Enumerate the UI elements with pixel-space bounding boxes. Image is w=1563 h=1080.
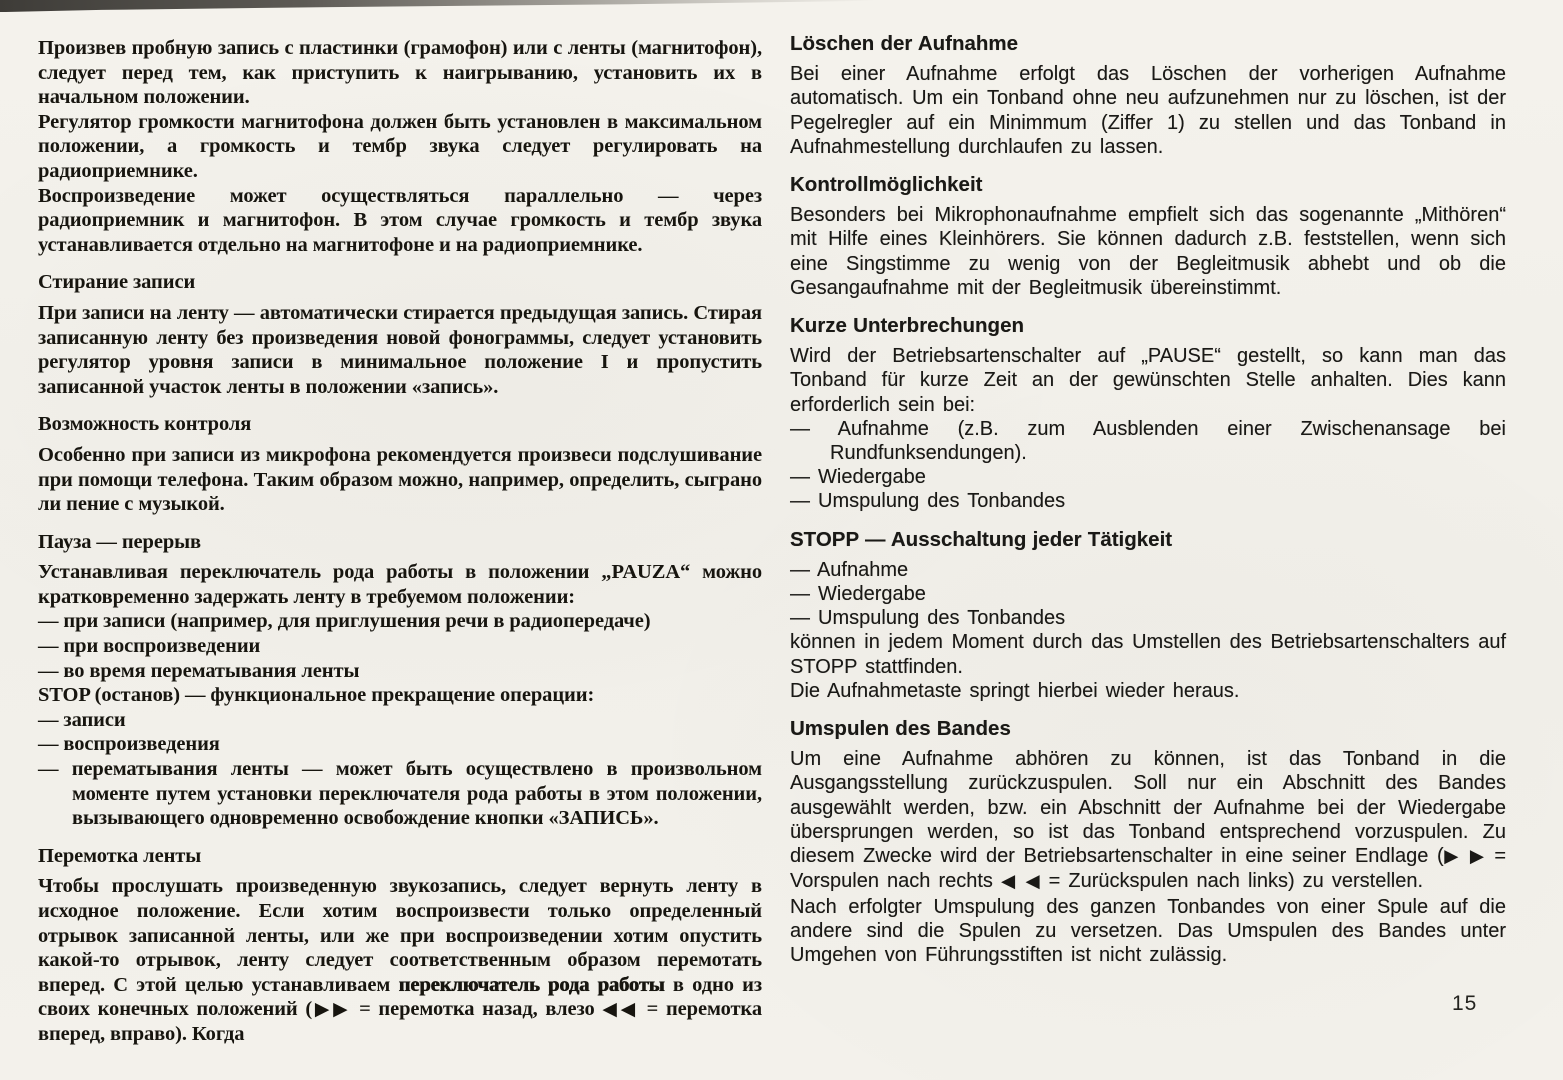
- emphasized-text: переключатель рода работы: [398, 973, 665, 996]
- text-run: Die Aufnahmetaste springt hierbei wieder heraus.: [790, 679, 1240, 702]
- column-russian: [38, 36, 762, 1047]
- text-run: — Umspulung des Tonbandes: [790, 607, 1066, 630]
- text-run: = Zurückspulen nach links) zu verstellen.: [1040, 870, 1424, 893]
- list-item: [38, 609, 762, 634]
- text-run: = перемотка вперед, вправо). Когда: [38, 998, 762, 1045]
- section-heading: [38, 844, 762, 869]
- section-heading: [790, 32, 1506, 56]
- text-run: Besonders bei Mikrophonaufnahme empfielt sich das sogenannte „Mithören“ mit Hilfe eines Kleinhörers. Sie können dadurch z.B. feststellen, wenn sich eine Singstimme zu wenig von der Begleitmusik abhebt und ob die Gesangaufnahme mit der Begleitmusik übereinstimmt.: [790, 204, 1506, 299]
- text-run: Wird der Betriebsartenschalter auf „PAUSE“ gestellt, so kann man das Tonband für kurze Zeit an der gewünschten Stelle anhalten. Dies kann erforderlich sein bei:: [790, 345, 1506, 416]
- paragraph: [38, 874, 762, 1046]
- paragraph: [38, 560, 762, 609]
- list-item: [790, 582, 1506, 606]
- list-item: [38, 732, 762, 757]
- paragraph: [790, 895, 1506, 968]
- list-item: [790, 558, 1506, 582]
- text-run: — воспроизведения: [38, 733, 220, 756]
- text-run: Чтобы прослушать произведенную звукозапись, следует вернуть ленту в исходное положение. Если хотим воспроизвести только определенный отрывок записанной ленты, или же при воспроизведении хотим опустить какой-то отрывок, ленту следует соответственным образом перемотать вперед. С этой целью устанавливаем: [38, 875, 762, 996]
- text-run: — при записи (например, для приглушения речи в радиопередаче): [38, 610, 651, 633]
- list-item: [790, 465, 1506, 489]
- text-run: Перемотка ленты: [38, 844, 202, 867]
- paragraph: [38, 443, 762, 517]
- section-heading: [790, 173, 1506, 197]
- section-heading: [790, 314, 1506, 338]
- text-run: — Wiedergabe: [790, 583, 926, 606]
- list-item: [38, 634, 762, 659]
- text-run: Kontrollmöglichkeit: [790, 173, 983, 197]
- list-item: [790, 489, 1506, 513]
- text-run: Произвев пробную запись с пластинки (грамофон) или с ленты (магнитофон), следует перед тем, как приступить к наигрыванию, установить их в начальном положении.: [38, 37, 762, 109]
- text-run: Особенно при записи из микрофона рекомендуется произвеси подслушивание при помощи телефона. Таким образом можно, например, определить, сыграно ли пение с музыкой.: [38, 443, 762, 516]
- text-run: — Wiedergabe: [790, 466, 926, 489]
- wind-left-icon: ◀ ◀: [1000, 871, 1041, 893]
- text-run: Bei einer Aufnahme erfolgt das Löschen der vorherigen Aufnahme automatisch. Um ein Tonband ohne neu aufzunehmen nur zu löschen, ist der Pegelregler auf ein Minimmum (Ziffer 1) zu stellen und das Tonband in Aufnahmestellung durchlaufen zu lassen.: [790, 63, 1506, 158]
- section-heading: [790, 717, 1506, 741]
- text-run: Um eine Aufnahme abhören zu können, ist das Tonband in die Ausgangsstellung zurückzuspulen. Soll nur ein Abschnitt des Bandes ausgewählt werden, bzw. ein Abschnitt der Aufnahme bei der Wiedergabe übersprungen werden, so ist das Tonband entsprechend vorzuspulen. Zu diesem Zwecke wird der Betriebsartenschalter in eine seiner Endlage (: [790, 748, 1506, 868]
- text-run: Стирание записи: [38, 271, 196, 294]
- text-run: — Aufnahme (z.B. zum Ausblenden einer Zwischenansage bei Rundfunksendungen).: [790, 417, 1506, 465]
- text-run: — перематывания ленты — может быть осуществлено в произвольном моменте путем установки переключателя рода работы в этом положении, вызывающего одновременно освобождение кнопки «ЗАПИСЬ».: [38, 758, 762, 830]
- text-run: — Aufnahme: [790, 558, 909, 581]
- paragraph: [790, 679, 1506, 703]
- paragraph: [790, 344, 1506, 417]
- text-run: = Vorspulen nach rechts: [790, 845, 1506, 893]
- text-run: = перемотка назад, влезо: [351, 998, 603, 1021]
- list-item: [790, 417, 1506, 465]
- text-run: — при воспроизведении: [38, 635, 261, 658]
- text-run: Löschen der Aufnahme: [790, 32, 1019, 55]
- text-run: — во время перематывания ленты: [38, 659, 360, 682]
- section-heading: [38, 412, 762, 437]
- paragraph: [790, 203, 1506, 300]
- text-run: — записи: [38, 708, 126, 731]
- scan-edge-artifact: [0, 0, 876, 12]
- section-heading: [38, 270, 762, 295]
- text-run: Umspulen des Bandes: [790, 717, 1011, 741]
- text-run: Пауза — перерыв: [38, 530, 202, 553]
- text-run: При записи на ленту — автоматически стирается предыдущая запись. Стирая записанную ленту без произведения новой фонограммы, следует установить регулятор уровня записи в минимальное положение I и пропустить записанной участок ленты в положении «запись».: [38, 301, 762, 398]
- text-run: Nach erfolgter Umspulung des ganzen Tonbandes von einer Spule auf die andere sind die Spulen zu versetzen. Das Umspulen des Bandes unter Umgehen von Führungsstiften ist nicht zulässig.: [790, 895, 1506, 966]
- paragraph: [38, 110, 762, 184]
- text-run: Устанавливая переключатель рода работы в положении „PAUZA“ можно кратковременно задержать ленту в требуемом положении:: [38, 561, 762, 608]
- column-german: [790, 32, 1506, 967]
- list-item: [38, 708, 762, 733]
- paragraph: [38, 301, 762, 399]
- text-run: können in jedem Moment durch das Umstellen des Betriebsartenschalters auf STOPP stattfinden.: [790, 631, 1506, 678]
- paragraph: [38, 683, 762, 708]
- section-heading: [38, 530, 762, 555]
- wind-right-icon: ▶ ▶: [1443, 846, 1486, 868]
- text-run: Воспроизведение может осуществляться параллельно — через радиоприемник и магнитофон. В этом случае громкость и тембр звука устанавливается отдельно на магнитофоне и на радиоприемнике.: [38, 184, 762, 256]
- paragraph: [38, 36, 762, 110]
- wind-right-icon: ▶▶: [312, 998, 352, 1021]
- section-heading: [790, 528, 1506, 552]
- paragraph: [38, 184, 762, 258]
- text-run: в одно из своих конечных положений (: [38, 973, 762, 1021]
- wind-left-icon: ◀◀: [602, 998, 639, 1021]
- text-run: Регулятор громкости магнитофона должен быть установлен в максимальном положении, а громкость и тембр звука следует регулировать на радиоприемнике.: [38, 110, 762, 182]
- paragraph: [790, 747, 1506, 894]
- text-run: Kurze Unterbrechungen: [790, 314, 1024, 338]
- list-item: [38, 659, 762, 684]
- page-number: 15: [1452, 992, 1478, 1015]
- list-item: [38, 757, 762, 831]
- paragraph: [790, 62, 1506, 159]
- text-run: — Umspulung des Tonbandes: [790, 490, 1066, 513]
- paragraph: [790, 630, 1506, 678]
- text-run: Возможность контроля: [38, 413, 252, 436]
- list-item: [790, 606, 1506, 630]
- text-run: STOP (останов) — функциональное прекращение операции:: [38, 684, 595, 707]
- text-run: STOPP — Ausschaltung jeder Tätigkeit: [790, 527, 1173, 551]
